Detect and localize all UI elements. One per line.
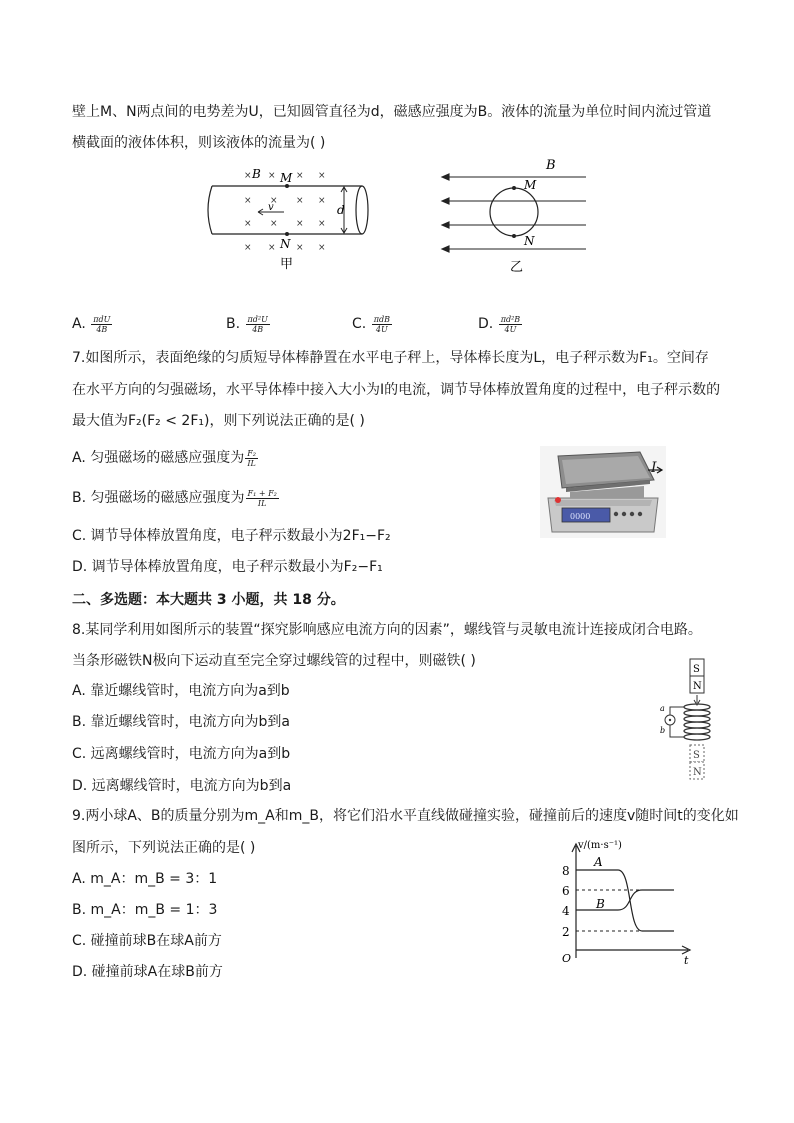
yi-n-label: N xyxy=(524,234,535,248)
svg-text:×: × xyxy=(270,219,278,229)
q9-option-c: C. 碰撞前球B在球A前方 xyxy=(72,933,222,949)
q8-option-b: B. 靠近螺线管时，电流方向为b到a xyxy=(72,714,290,730)
curve-b xyxy=(576,890,674,910)
svg-text:×: × xyxy=(296,196,304,206)
curve-a xyxy=(576,870,674,931)
current-label-i: I xyxy=(651,460,657,476)
q7-option-b: B. 匀强磁场的磁感应强度为 $\frac{\text{F₁ + F₂}}{IL}$ xyxy=(72,488,277,508)
ytick-8: 8 xyxy=(562,864,570,878)
magnet-n-top: N xyxy=(693,681,702,692)
svg-text:×: × xyxy=(268,171,276,181)
jia-b-label: B xyxy=(252,167,261,181)
svg-text:×: × xyxy=(244,243,252,253)
q6-option-d: D. $\frac{\text{πd²B}}{4U}$ xyxy=(478,314,521,334)
q6-stem-line1: 壁上M、N两点间的电势差为U，已知圆管直径为d，磁感应强度为B。液体的流量为单位时间内流过管道 xyxy=(72,104,712,120)
q8-option-d: D. 远离螺线管时，电流方向为b到a xyxy=(72,778,292,794)
svg-text:×: × xyxy=(244,196,252,206)
svg-text:×: × xyxy=(296,219,304,229)
svg-text:×: × xyxy=(318,219,326,229)
svg-text:×: × xyxy=(318,171,326,181)
jia-caption: 甲 xyxy=(280,257,294,272)
svg-text:×: × xyxy=(270,196,278,206)
curve-a-label: A xyxy=(594,855,603,869)
yi-caption: 乙 xyxy=(510,260,524,275)
ytick-6: 6 xyxy=(562,884,570,898)
svg-text:×: × xyxy=(244,171,252,181)
jia-n-label: N xyxy=(280,237,291,251)
svg-text:×: × xyxy=(296,171,304,181)
terminal-a: a xyxy=(660,704,665,713)
svg-text:×: × xyxy=(318,243,326,253)
svg-text:×: × xyxy=(268,243,276,253)
q6-option-b: B. $\frac{\text{πd²U}}{4B}$ xyxy=(226,314,268,334)
q8-line1: 8.某同学利用如图所示的装置“探究影响感应电流方向的因素”，螺线管与灵敏电流计连接成闭合电路。 xyxy=(72,622,702,638)
figure-electronic-scale xyxy=(540,446,666,538)
q6-stem-line2: 横截面的液体体积，则该液体的流量为( ) xyxy=(72,135,326,151)
ytick-4: 4 xyxy=(562,904,570,918)
q8-option-a: A. 靠近螺线管时，电流方向为a到b xyxy=(72,683,290,699)
yi-m-label: M xyxy=(524,178,537,192)
figure-velocity-time-graph xyxy=(556,838,706,970)
q7-option-d: D. 调节导体棒放置角度，电子秤示数最小为F₂−F₁ xyxy=(72,559,383,575)
jia-m-label: M xyxy=(280,171,293,185)
q6-option-a: A. $\frac{\text{πdU}}{4B}$ xyxy=(72,314,111,334)
magnet-s-bottom: S xyxy=(693,750,700,761)
q9-option-b: B. m_A：m_B = 1：3 xyxy=(72,902,218,918)
q6-option-c: C. $\frac{\text{πdB}}{4U}$ xyxy=(352,314,390,334)
ytick-2: 2 xyxy=(562,925,570,939)
yi-b-label: B xyxy=(546,158,556,173)
q7-line3: 最大值为F₂(F₂ < 2F₁)，则下列说法正确的是( ) xyxy=(72,413,365,429)
graph-x-label: t xyxy=(684,954,689,967)
q8-line2: 当条形磁铁N极向下运动直至完全穿过螺线管的过程中，则磁铁( ) xyxy=(72,653,476,669)
curve-b-label: B xyxy=(596,897,605,911)
q7-option-c: C. 调节导体棒放置角度，电子秤示数最小为2F₁−F₂ xyxy=(72,528,391,544)
scale-display: 0000 xyxy=(570,512,591,521)
figure-magnet-solenoid xyxy=(656,657,720,787)
terminal-b: b xyxy=(660,726,666,735)
q7-line1: 7.如图所示，表面绝缘的匀质短导体棒静置在水平电子秤上，导体棒长度为L，电子秤示数为F₁。空间存 xyxy=(72,350,709,366)
q8-option-c: C. 远离螺线管时，电流方向为a到b xyxy=(72,746,291,762)
svg-text:×: × xyxy=(244,219,252,229)
q9-option-a: A. m_A：m_B = 3：1 xyxy=(72,871,218,887)
graph-origin: O xyxy=(562,952,572,965)
section-multiple-choice: 二、多选题：本大题共 3 小题，共 18 分。 xyxy=(72,592,345,608)
jia-d-label: d xyxy=(337,203,345,217)
svg-text:×: × xyxy=(318,196,326,206)
graph-y-label: v/(m·s⁻¹) xyxy=(578,840,622,851)
figure-yi-cross-section xyxy=(436,155,596,277)
q7-option-a: A. 匀强磁场的磁感应强度为 $\frac{\text{F₂}}{IL}$ xyxy=(72,448,256,468)
q9-line2: 图所示，下列说法正确的是( ) xyxy=(72,840,256,856)
q9-line1: 9.两小球A、B的质量分别为m_A和m_B，将它们沿水平直线做碰撞实验，碰撞前后的速度v随时间t的变化如 xyxy=(72,808,739,824)
magnet-n-bottom: N xyxy=(693,767,702,778)
q7-line2: 在水平方向的匀强磁场，水平导体棒中接入大小为I的电流，调节导体棒放置角度的过程中，电子秤示数的 xyxy=(72,382,721,398)
magnet-s-top: S xyxy=(693,664,700,675)
svg-text:×: × xyxy=(296,243,304,253)
q9-option-d: D. 碰撞前球A在球B前方 xyxy=(72,964,223,980)
figure-jia-pipe xyxy=(200,162,380,272)
jia-v-label: v xyxy=(268,202,274,213)
